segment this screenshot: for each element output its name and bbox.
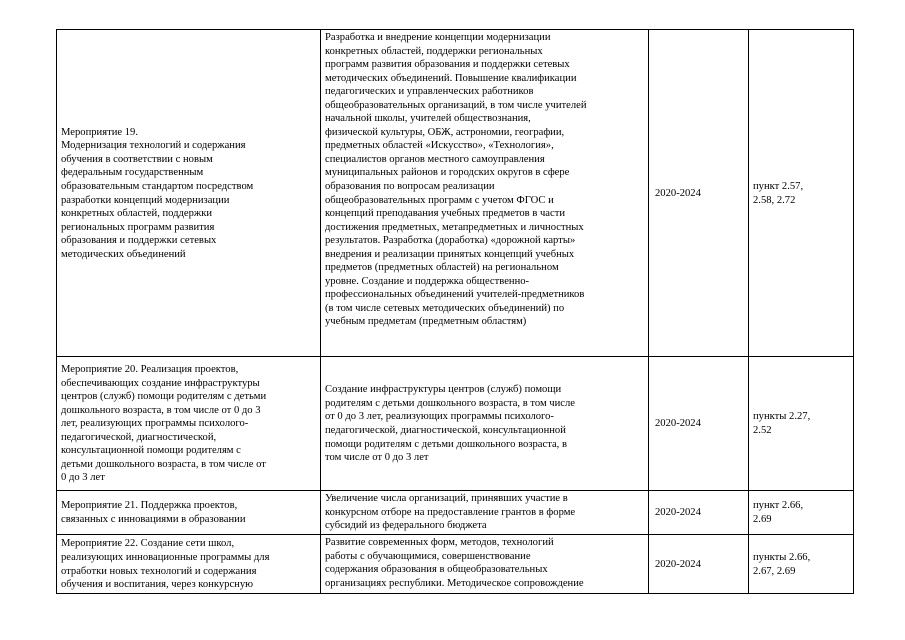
activity-title-cell: Мероприятие 20. Реализация проектов, обеспечивающих создание инфраструктуры центров (служб) помощи родителям с детьми дошкольного возраста, в том числе от 0 до 3 лет, реализующих программы психолого- педагогической, диагностической, консультационной помощи родителям с детьми дошкольного возраста, в том числе от 0 до 3 лет <box>57 357 321 491</box>
activity-period-cell: 2020-2024 <box>649 535 749 594</box>
activity-period-cell: 2020-2024 <box>649 491 749 535</box>
table-row <box>57 357 854 491</box>
activity-period-cell: 2020-2024 <box>649 357 749 491</box>
activity-description-cell: Увеличение числа организаций, принявших участие в конкурсном отборе на предоставление грантов в форме субсидий из федерального бюджета <box>321 491 649 535</box>
activity-reference-cell: пункты 2.66, 2.67, 2.69 <box>749 535 854 594</box>
activity-title-cell: Мероприятие 21. Поддержка проектов, связанных с инновациями в образовании <box>57 491 321 535</box>
activity-reference-cell: пункт 2.66, 2.69 <box>749 491 854 535</box>
activity-period-cell: 2020-2024 <box>649 30 749 357</box>
table-row <box>57 491 854 535</box>
table-row <box>57 535 854 594</box>
activity-reference-cell: пункты 2.27, 2.52 <box>749 357 854 491</box>
activity-description-cell: Разработка и внедрение концепции модернизации конкретных областей, поддержки региональных программ развития образования и поддержки сетевых методических объединений. Повышение квалификации педагогических и управленческих работников общеобразовательных организаций, в том числе учителей начальной школы, учителей обществознания, физической культуры, ОБЖ, астрономии, географии, предметных областей «Искусство», «Технология», специалистов органов местного самоуправления муниципальных районов и городских округов в сфере образования по вопросам реализации общеобразовательных программ с учетом ФГОС и концепций преподавания учебных предметов в части достижения предметных, метапредметных и личностных результатов. Разработка (доработка) «дорожной карты» внедрения и реализации принятых концепций учебных предметов (предметных областей) на региональном уровне. Создание и поддержка общественно- профессиональных объединений учителей-предметников (в том числе сетевых методических объединений) по учебным предметам (предметным областям) <box>321 30 649 357</box>
activity-reference-cell: пункт 2.57, 2.58, 2.72 <box>749 30 854 357</box>
activities-table <box>56 29 854 594</box>
activity-title-cell: Мероприятие 22. Создание сети школ, реализующих инновационные программы для отработки новых технологий и содержания обучения и воспитания, через конкурсную <box>57 535 321 594</box>
activity-description-cell: Развитие современных форм, методов, технологий работы с обучающимися, совершенствование содержания образования в общеобразовательных организациях республики. Методическое сопровождение <box>321 535 649 594</box>
activity-description-cell: Создание инфраструктуры центров (служб) помощи родителям с детьми дошкольного возраста, в том числе от 0 до 3 лет, реализующих программы психолого- педагогической, диагностической, консультационной помощи родителям с детьми дошкольного возраста, в том числе от 0 до 3 лет <box>321 357 649 491</box>
table-row <box>57 30 854 357</box>
activity-title-cell: Мероприятие 19. Модернизация технологий и содержания обучения в соответствии с новым федеральным государственным образовательным стандартом посредством разработки концепций модернизации конкретных областей, поддержки региональных программ развития образования и поддержки сетевых методических объединений <box>57 30 321 357</box>
